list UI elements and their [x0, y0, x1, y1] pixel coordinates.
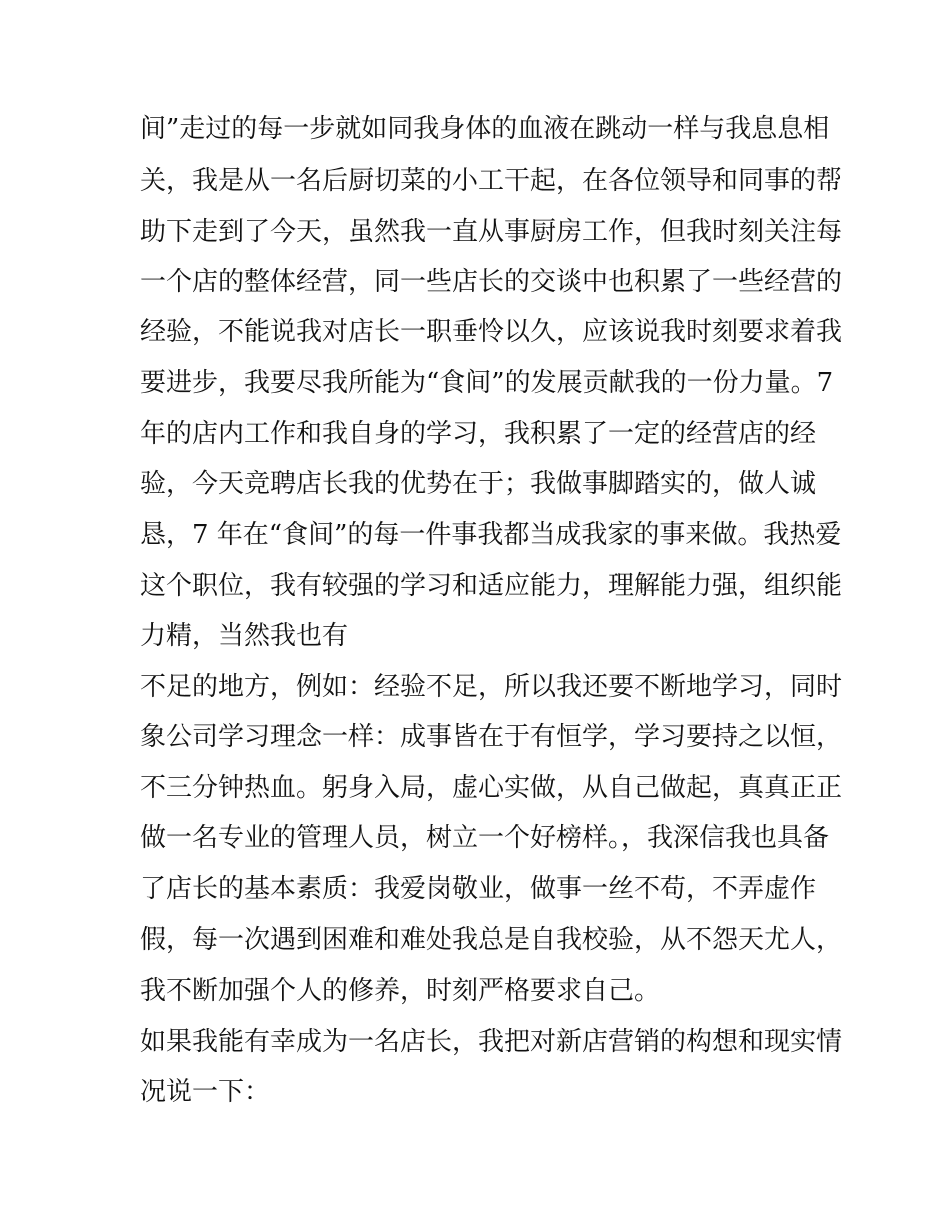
- paragraph-line: 假，每一次遇到困难和难处我总是自我校验，从不怨天尤人，: [140, 925, 843, 955]
- paragraph-line: 关，我是从一名后厨切菜的小工干起，在各位领导和同事的帮: [140, 166, 843, 196]
- paragraph-line: 助下走到了今天，虽然我一直从事厨房工作，但我时刻关注每: [140, 217, 843, 247]
- paragraph-line: 做一名专业的管理人员，树立一个好榜样。，我深信我也具备: [140, 823, 830, 853]
- paragraph-line: 如果我能有幸成为一名店长，我把对新店营销的构想和现实情: [140, 1027, 843, 1057]
- paragraph-line: 不三分钟热血。躬身入局，虚心实做，从自己做起，真真正正: [140, 773, 843, 803]
- paragraph-line: 一个店的整体经营，同一些店长的交谈中也积累了一些经营的: [140, 267, 843, 297]
- paragraph-line: 了店长的基本素质：我爱岗敬业，做事一丝不苟，不弄虚作: [140, 874, 817, 904]
- paragraph-line: 要进步，我要尽我所能为“食间”的发展贡献我的一份力量。7: [140, 368, 834, 398]
- paragraph-line: 年的店内工作和我自身的学习，我积累了一定的经营店的经: [140, 419, 817, 449]
- paragraph-line: 不足的地方，例如：经验不足，所以我还要不断地学习，同时: [140, 672, 843, 702]
- paragraph-line: 象公司学习理念一样：成事皆在于有恒学，学习要持之以恒，: [140, 722, 843, 752]
- paragraph-line: 恳，7 年在“食间”的每一件事我都当成我家的事来做。我热爱: [140, 520, 842, 550]
- paragraph-line: 况说一下：: [140, 1077, 271, 1107]
- paragraph-line: 我不断加强个人的修养，时刻严格要求自己。: [140, 976, 661, 1006]
- paragraph-line: 间”走过的每一步就如同我身体的血液在跳动一样与我息息相: [140, 114, 830, 144]
- paragraph-line: 验，今天竞聘店长我的优势在于；我做事脚踏实的，做人诚: [140, 469, 817, 499]
- paragraph-line: 经验，不能说我对店长一职垂怜以久，应该说我时刻要求着我: [140, 317, 843, 347]
- paragraph-line: 力精，当然我也有: [140, 621, 349, 651]
- paragraph-line: 这个职位，我有较强的学习和适应能力，理解能力强，组织能: [140, 571, 843, 601]
